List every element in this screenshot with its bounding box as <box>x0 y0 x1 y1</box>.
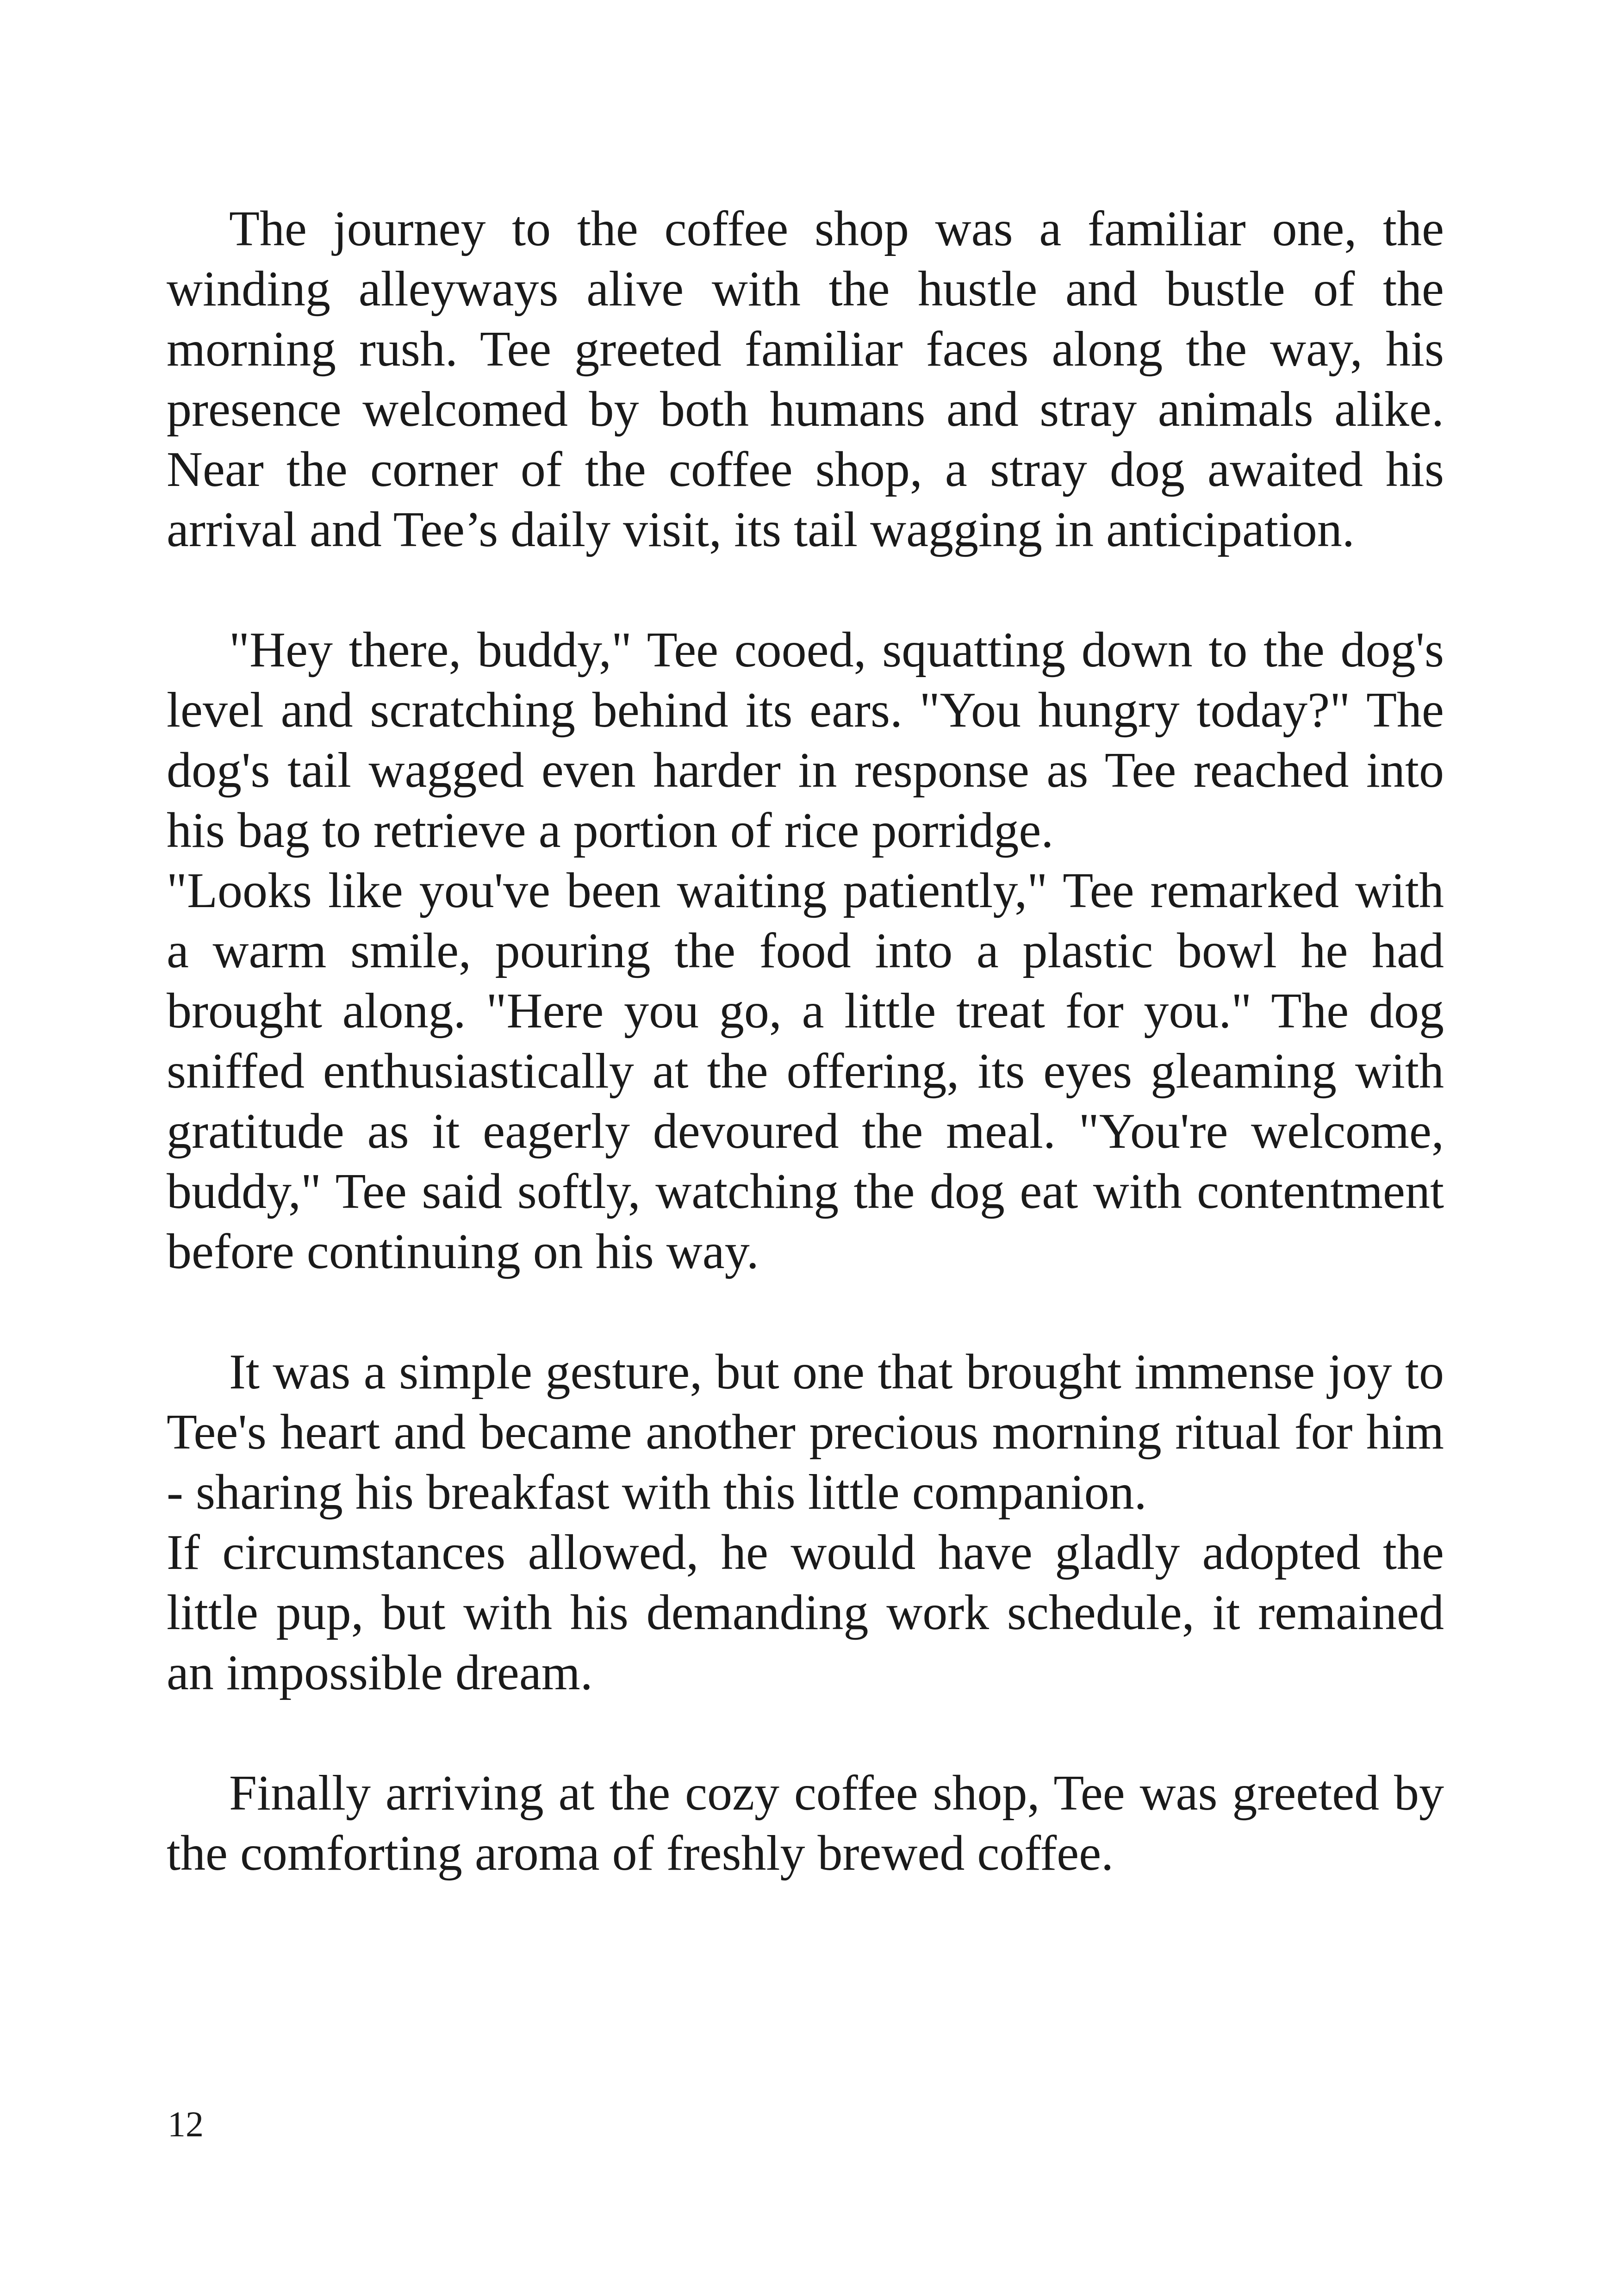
body-text <box>167 199 1444 1884</box>
paragraph-journey: The journey to the coffee shop was a familiar one, the winding alleyways alive with the hustle and bustle of the morning rush. Tee greeted familiar faces along the way, his presence welcomed by both humans and stray animals alike. Near the corner of the coffee shop, a stray dog awaited his arrival and Tee’s daily visit, its tail wagging in anticipation. <box>167 201 1444 557</box>
page-number: 12 <box>168 2104 204 2144</box>
paragraph-simple-gesture: It was a simple gesture, but one that brought immense joy to Tee's heart and became another precious morning ritual for him - sharing his breakfast with this little companion. <box>167 1344 1444 1520</box>
paragraph-arriving: Finally arriving at the cozy coffee shop, Tee was greeted by the comforting aroma of freshly brewed coffee. <box>167 1766 1444 1881</box>
paragraph-hey-buddy: "Hey there, buddy," Tee cooed, squatting down to the dog's level and scratching behind its ears. "You hungry today?" The dog's tail wagged even harder in response as Tee reached into his bag to retrieve a portion of rice porridge. <box>167 622 1444 858</box>
paragraph-waiting-patiently: "Looks like you've been waiting patiently," Tee remarked with a warm smile, pouring the food into a plastic bowl he had brought along. "Here you go, a little treat for you." The dog sniffed enthusiastically at the offering, its eyes gleaming with gratitude as it eagerly devoured the meal. "You're welcome, buddy," Tee said softly, watching the dog eat with contentment before continuing on his way. <box>167 863 1444 1279</box>
paragraph-circumstances: If circumstances allowed, he would have gladly adopted the little pup, but with his demanding work schedule, it remained an impossible dream. <box>167 1525 1444 1700</box>
